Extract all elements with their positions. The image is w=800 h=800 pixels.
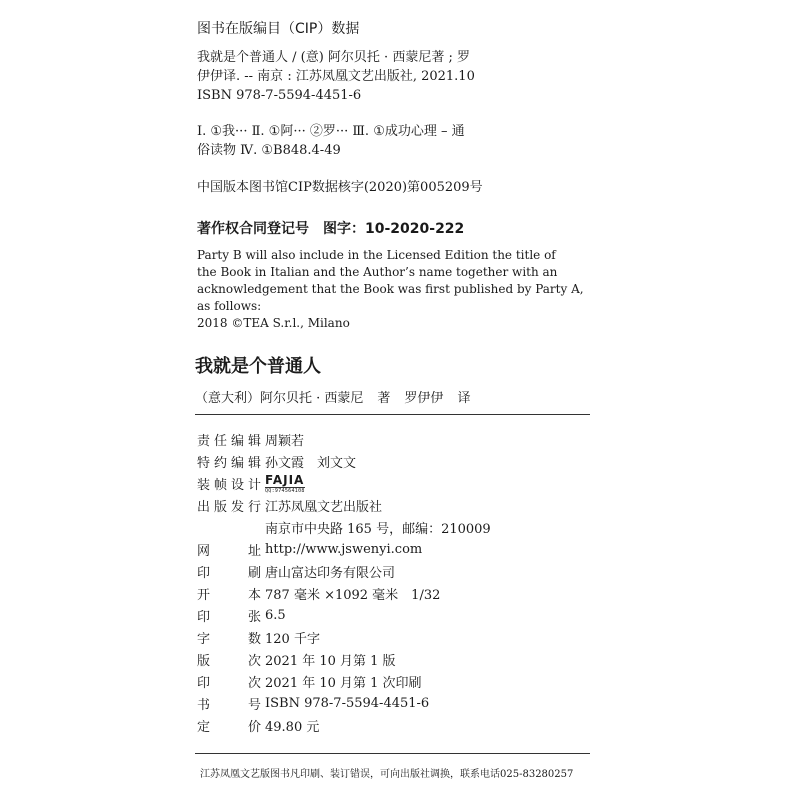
publication-info <box>197 428 597 736</box>
classification-line: Ⅰ. ①我··· Ⅱ. ①阿··· ②罗··· Ⅲ. ①成功心理 – 通 <box>197 124 465 139</box>
info-label: 印 次 <box>197 675 261 691</box>
cip-number: 中国版本图书馆CIP数据核字(2020)第005209号 <box>197 180 483 195</box>
info-value: ISBN 978-7-5594-4451-6 <box>265 695 430 711</box>
info-row-editor <box>197 428 597 450</box>
info-value: 120 千字 <box>265 631 320 647</box>
license-line: as follows: <box>197 299 262 313</box>
info-row-printing <box>197 670 597 692</box>
info-label: 印 张 <box>197 609 261 625</box>
info-row-special-editors <box>197 450 597 472</box>
info-row-publisher <box>197 494 597 516</box>
design-studio-logo <box>261 473 305 494</box>
info-label: 开 本 <box>197 587 261 603</box>
info-value: 唐山富达印务有限公司 <box>265 565 396 581</box>
divider-bottom <box>195 753 590 754</box>
info-label: 书 号 <box>197 697 261 713</box>
info-label: 出 版 发 行 <box>197 499 261 515</box>
info-label: 定 价 <box>197 719 261 735</box>
cip-heading: 图书在版编目（CIP）数据 <box>197 21 360 37</box>
info-row-price <box>197 714 597 736</box>
info-value: 2021 年 10 月第 1 次印刷 <box>265 675 422 691</box>
info-row-design <box>197 472 597 494</box>
cip-classification <box>197 122 465 160</box>
info-value: 周颖若 <box>265 433 305 449</box>
book-title: 我就是个普通人 <box>195 356 321 377</box>
translator-name: 罗伊伊 <box>404 391 444 406</box>
info-row-isbn <box>197 692 597 714</box>
copyright-registration: 著作权合同登记号 图字：10-2020-222 <box>197 221 465 237</box>
author-name: （意大利）阿尔贝托 · 西蒙尼 <box>195 391 364 406</box>
license-line: 2018 ©TEA S.r.l., Milano <box>197 316 350 330</box>
cip-record <box>197 48 475 105</box>
info-row-edition <box>197 648 597 670</box>
cip-line: 伊伊译. -- 南京 : 江苏凤凰文艺出版社, 2021.10 <box>197 69 475 84</box>
license-line: Party B will also include in the Licensed Edition the title of <box>197 248 556 262</box>
info-label: 印 刷 <box>197 565 261 581</box>
info-row-address <box>197 516 597 538</box>
info-row-format <box>197 582 597 604</box>
info-value: 江苏凤凰文艺出版社 <box>265 499 383 515</box>
info-value: 孙文霞 刘文文 <box>265 455 357 471</box>
logo-contact: QQ:974564108 <box>265 487 305 494</box>
info-value: 南京市中央路 165 号，邮编：210009 <box>265 521 491 537</box>
info-value: http://www.jswenyi.com <box>265 541 423 557</box>
info-row-website <box>197 538 597 560</box>
info-value: 2021 年 10 月第 1 版 <box>265 653 396 669</box>
info-label: 装 帧 设 计 <box>197 477 261 493</box>
license-notice <box>197 247 584 332</box>
translator-role: 译 <box>457 391 471 406</box>
info-label: 特 约 编 辑 <box>197 455 261 471</box>
info-row-words <box>197 626 597 648</box>
info-label: 版 次 <box>197 653 261 669</box>
author-line <box>195 387 470 406</box>
info-value: 787 毫米 ×1092 毫米 1/32 <box>265 587 441 603</box>
divider-top <box>195 414 590 415</box>
info-label: 责 任 编 辑 <box>197 433 261 449</box>
cip-line: ISBN 978-7-5594-4451-6 <box>197 88 362 103</box>
logo-mark: FAJIA <box>265 472 305 487</box>
classification-line: 俗读物 Ⅳ. ①B848.4-49 <box>197 143 341 158</box>
info-value: 6.5 <box>265 607 286 623</box>
info-label: 字 数 <box>197 631 261 647</box>
license-line: the Book in Italian and the Author’s name together with an <box>197 265 558 279</box>
info-label: 网 址 <box>197 543 261 559</box>
cip-line: 我就是个普通人 / (意) 阿尔贝托 · 西蒙尼著 ; 罗 <box>197 50 470 65</box>
footer-notice: 江苏凤凰文艺版图书凡印刷、装订错误，可向出版社调换，联系电话025-83280257 <box>200 769 574 780</box>
license-line: acknowledgement that the Book was first published by Party A, <box>197 282 584 296</box>
info-row-printer <box>197 560 597 582</box>
info-row-sheets <box>197 604 597 626</box>
author-role: 著 <box>377 391 391 406</box>
info-value: 49.80 元 <box>265 719 320 735</box>
